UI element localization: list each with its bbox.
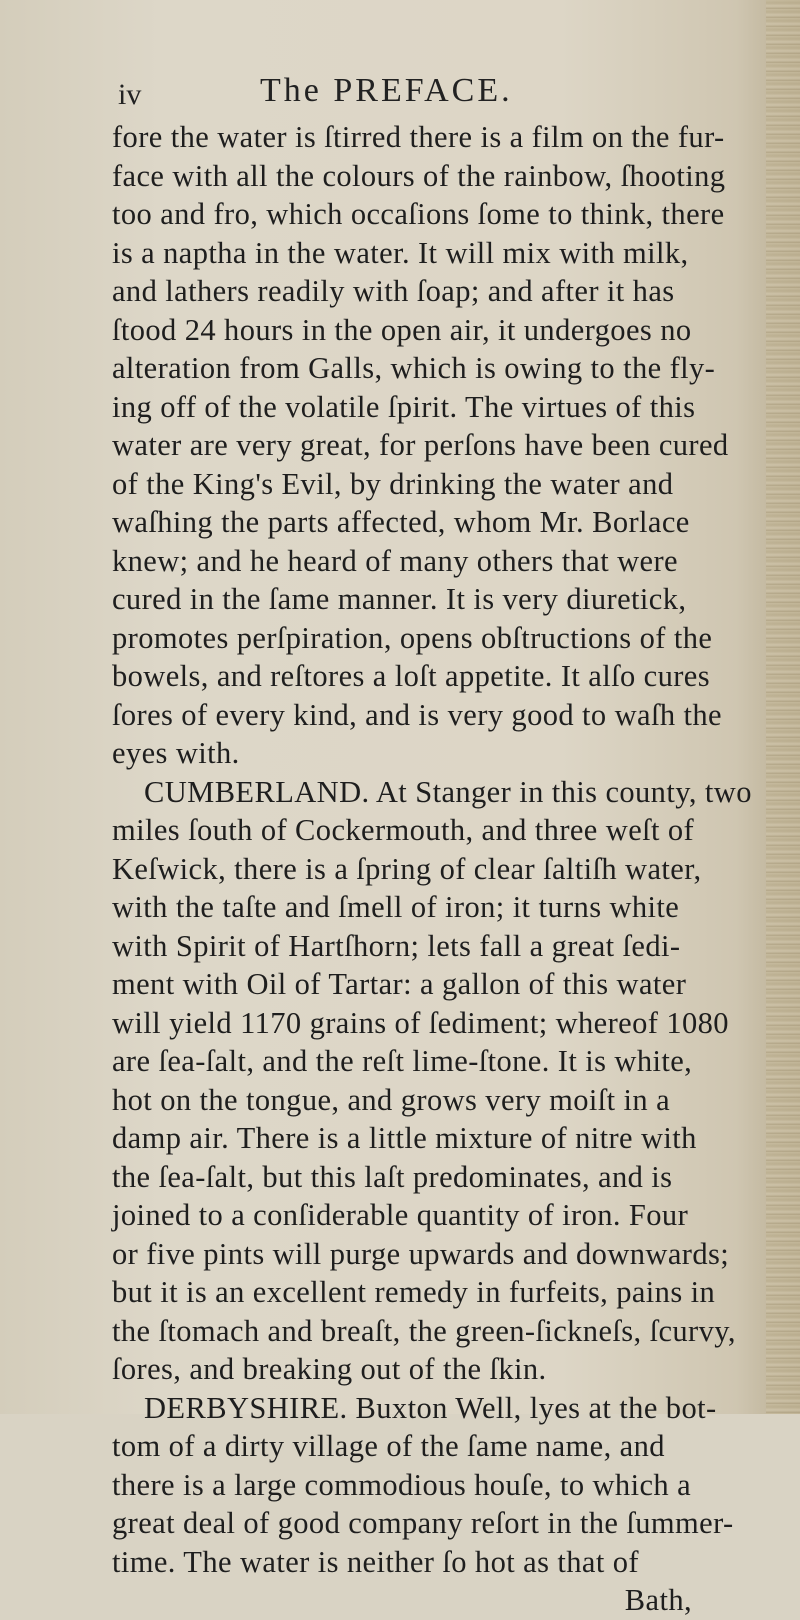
- text-line: too and fro, which occaſions ſome to think, there: [112, 197, 725, 231]
- catchword: Bath,: [624, 1583, 692, 1617]
- text-line: damp air. There is a little mixture of nitre with: [112, 1121, 697, 1155]
- text-line: eyes with.: [112, 736, 240, 770]
- text-line: the ſtomach and breaſt, the green-ſickneſs, ſcurvy,: [112, 1313, 736, 1348]
- text-line: face with all the colours of the rainbow, ſhooting: [112, 158, 726, 193]
- text-line: cured in the ſame manner. It is very diuretick,: [112, 582, 687, 616]
- text-line: alteration from Galls, which is owing to the fly-: [112, 351, 716, 385]
- page-header: [118, 72, 638, 118]
- text-line: with the taſte and ſmell of iron; it turns white: [112, 890, 680, 924]
- text-line: joined to a conſiderable quantity of iron. Four: [112, 1198, 689, 1232]
- body-text: [112, 118, 752, 1620]
- text-line: fore the water is ſtirred there is a film on the fur-: [112, 120, 725, 154]
- text-line: there is a large commodious houſe, to which a: [112, 1467, 692, 1502]
- text-line: ing off of the volatile ſpirit. The virtues of this: [112, 389, 696, 424]
- text-line: ſtood 24 hours in the open air, it undergoes no: [112, 312, 692, 347]
- text-line: ſores, and breaking out of the ſkin.: [112, 1352, 547, 1386]
- text-line: tom of a dirty village of the ſame name, and: [112, 1429, 665, 1463]
- section-start-cumberland: CUMBERLAND. At Stanger in this county, two: [144, 774, 752, 809]
- text-line: promotes perſpiration, opens obſtructions of the: [112, 620, 713, 655]
- text-line: is a naptha in the water. It will mix with milk,: [112, 235, 689, 270]
- page-edge: [766, 0, 800, 1414]
- text-line: hot on the tongue, and grows very moiſt in a: [112, 1082, 671, 1117]
- text-line: or five pints will purge upwards and downwards;: [112, 1236, 730, 1271]
- text-line: Keſwick, there is a ſpring of clear ſaltiſh water,: [112, 851, 702, 886]
- text-line: great deal of good company reſort in the ſummer-: [112, 1506, 734, 1540]
- text-line: are ſea-ſalt, and the reſt lime-ſtone. It is white,: [112, 1044, 693, 1078]
- text-line: waſhing the parts affected, whom Mr. Borlace: [112, 505, 690, 539]
- text-line: knew; and he heard of many others that were: [112, 543, 678, 578]
- text-line: ſores of every kind, and is very good to waſh the: [112, 697, 722, 732]
- page-number: iv: [118, 78, 142, 111]
- text-line: but it is an excellent remedy in furfeits, pains in: [112, 1275, 716, 1309]
- text-line: water are very great, for perſons have been cured: [112, 428, 729, 462]
- text-line: and lathers readily with ſoap; and after it has: [112, 274, 675, 308]
- text-line: time. The water is neither ſo hot as that of: [112, 1544, 639, 1579]
- running-head: The PREFACE.: [260, 72, 513, 109]
- section-start-derbyshire: DERBYSHIRE. Buxton Well, lyes at the bot-: [144, 1390, 717, 1425]
- text-line: bowels, and reſtores a loſt appetite. It alſo cures: [112, 659, 711, 693]
- text-line: with Spirit of Hartſhorn; lets fall a great ſedi-: [112, 928, 681, 963]
- text-line: will yield 1170 grains of ſediment; whereof 1080: [112, 1005, 729, 1040]
- text-line: the ſea-ſalt, but this laſt predominates, and is: [112, 1159, 673, 1194]
- text-line: miles ſouth of Cockermouth, and three weſt of: [112, 813, 695, 847]
- text-line: of the King's Evil, by drinking the water and: [112, 466, 674, 501]
- text-line: ment with Oil of Tartar: a gallon of this water: [112, 967, 687, 1001]
